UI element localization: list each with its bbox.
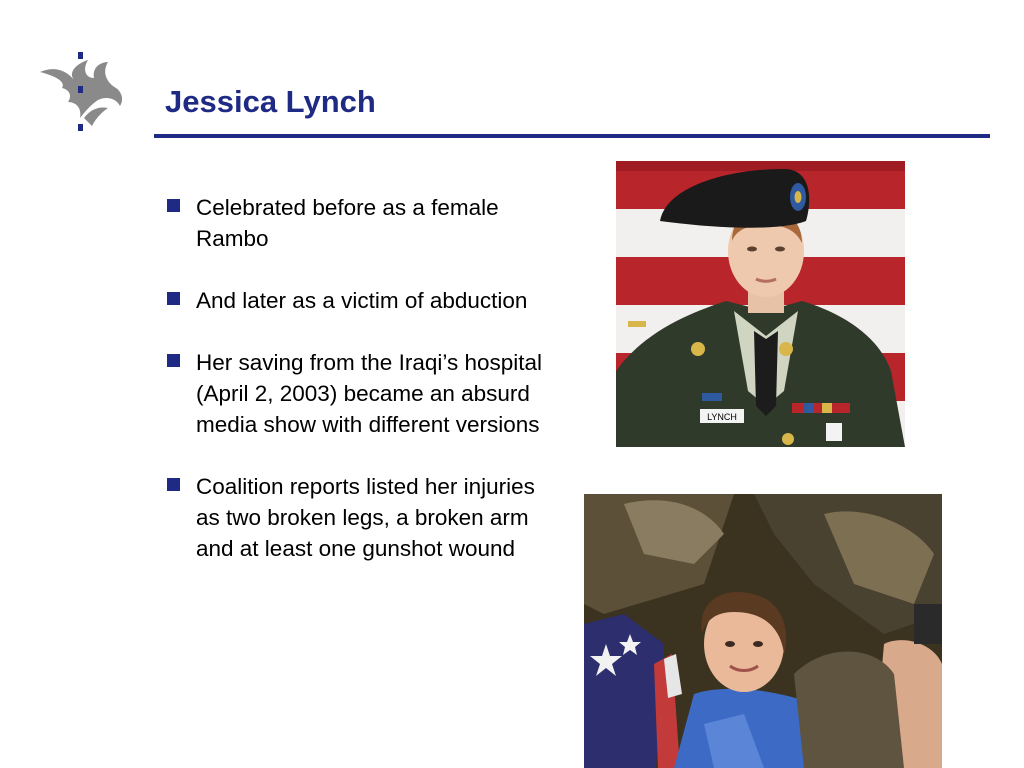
square-bullet-icon: [167, 478, 180, 491]
bullet-item: [166, 471, 546, 564]
bullet-text: Celebrated before as a female Rambo: [196, 195, 499, 251]
bullet-item: [166, 347, 546, 440]
rescue-photo: [584, 494, 942, 768]
title-divider: [154, 134, 990, 138]
slide-title: Jessica Lynch: [165, 84, 376, 119]
square-bullet-icon: [167, 292, 180, 305]
bullet-text: Her saving from the Iraqi’s hospital (April 2, 2003) became an absurd media show with different versions: [196, 350, 542, 437]
university-flame-logo-icon: [36, 48, 128, 136]
square-bullet-icon: [167, 354, 180, 367]
name-tag-text: LYNCH: [707, 412, 737, 422]
bullet-text: Coalition reports listed her injuries as two broken legs, a broken arm and at least one gunshot wound: [196, 474, 535, 561]
bullet-list: [166, 192, 546, 595]
bullet-text: And later as a victim of abduction: [196, 288, 528, 313]
bullet-item: [166, 192, 546, 254]
square-bullet-icon: [167, 199, 180, 212]
bullet-item: [166, 285, 546, 316]
portrait-photo: [616, 161, 905, 447]
